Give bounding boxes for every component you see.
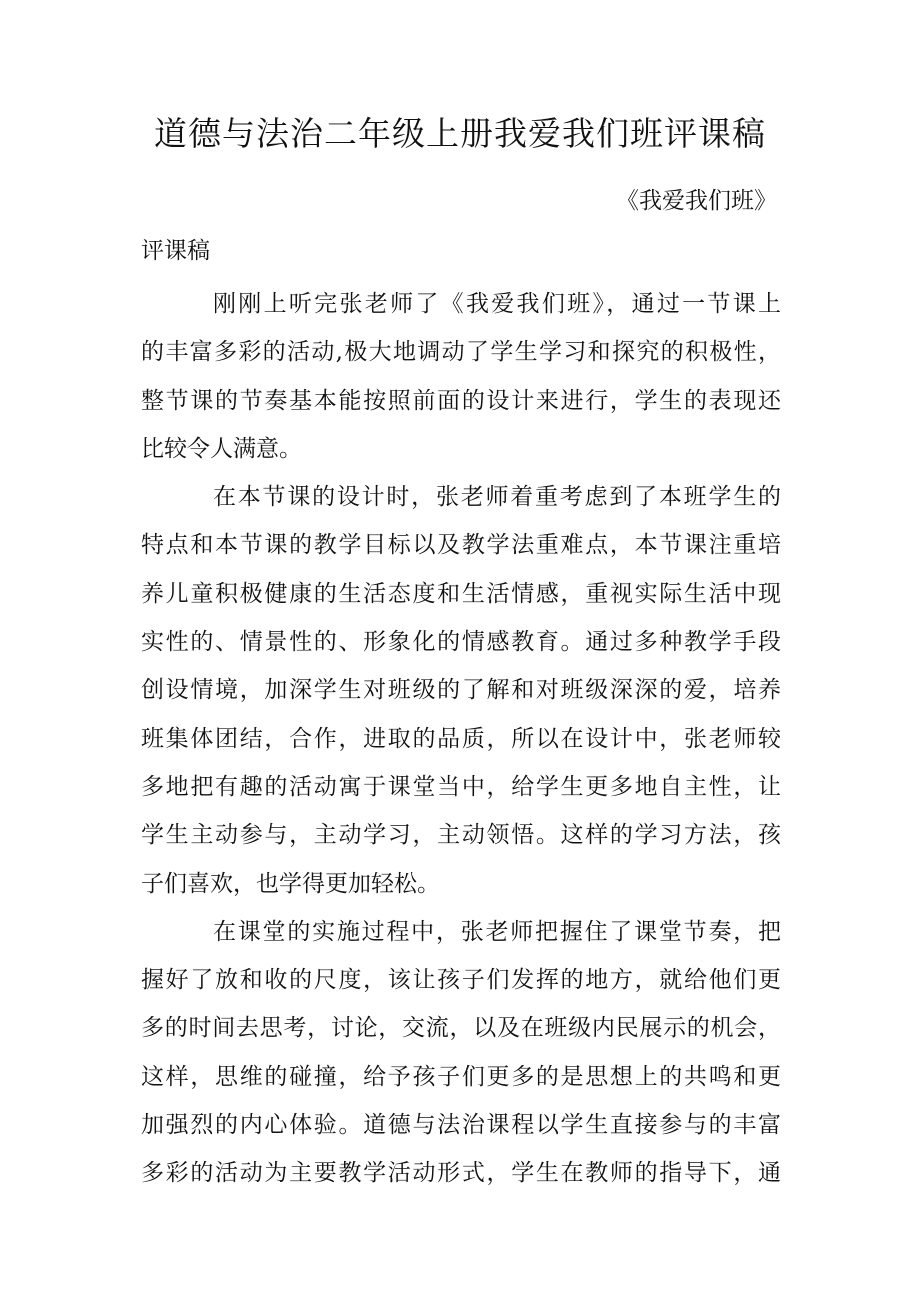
paragraph-line: 握好了放和收的尺度，该让孩子们发挥的地方，就给他们更 [141,967,781,994]
paragraph-line: 创设情境，加深学生对班级的了解和对班级深深的爱，培养 [141,677,781,704]
paragraph-line: 在本节课的设计时，张老师着重考虑到了本班学生的 [213,484,781,511]
section-label: 评课稿 [141,238,210,264]
document-subtitle: 《我爱我们班》 [616,188,777,214]
paragraph [141,280,781,473]
document-body [141,280,781,1198]
paragraph-line: 这样，思维的碰撞，给予孩子们更多的是思想上的共鸣和更 [141,1063,781,1090]
paragraph-line: 多地把有趣的活动寓于课堂当中，给学生更多地自主性，让 [141,773,781,800]
document-title: 道德与法治二年级上册我爱我们班评课稿 [154,114,766,153]
paragraph-line: 加强烈的内心体验。道德与法治课程以学生直接参与的丰富 [141,1112,781,1139]
paragraph-line: 在课堂的实施过程中，张老师把握住了课堂节奏，把 [213,918,781,945]
paragraph-line: 子们喜欢，也学得更加轻松。 [141,870,440,897]
paragraph-line: 比较令人满意。 [141,435,302,462]
paragraph-line: 多的时间去思考，讨论，交流，以及在班级内民展示的机会， [141,1015,781,1042]
paragraph-line: 整节课的节奏基本能按照前面的设计来进行，学生的表现还 [141,387,781,414]
paragraph-line: 班集体团结，合作，进取的品质，所以在设计中，张老师较 [141,725,781,752]
paragraph-line: 养儿童积极健康的生活态度和生活情感，重视实际生活中现 [141,580,781,607]
paragraph [141,908,781,1198]
paragraph-line: 的丰富多彩的活动,极大地调动了学生学习和探究的积极性， [141,339,781,366]
paragraph-line: 多彩的活动为主要教学活动形式，学生在教师的指导下，通 [141,1160,781,1187]
paragraph-line: 实性的、情景性的、形象化的情感教育。通过多种教学手段 [141,629,781,656]
paragraph-line: 特点和本节课的教学目标以及教学法重难点，本节课注重培 [141,532,781,559]
paragraph-line: 学生主动参与，主动学习，主动领悟。这样的学习方法，孩 [141,822,781,849]
paragraph-line: 刚刚上听完张老师了《我爱我们班》，通过一节课上 [213,291,781,317]
paragraph [141,473,781,908]
